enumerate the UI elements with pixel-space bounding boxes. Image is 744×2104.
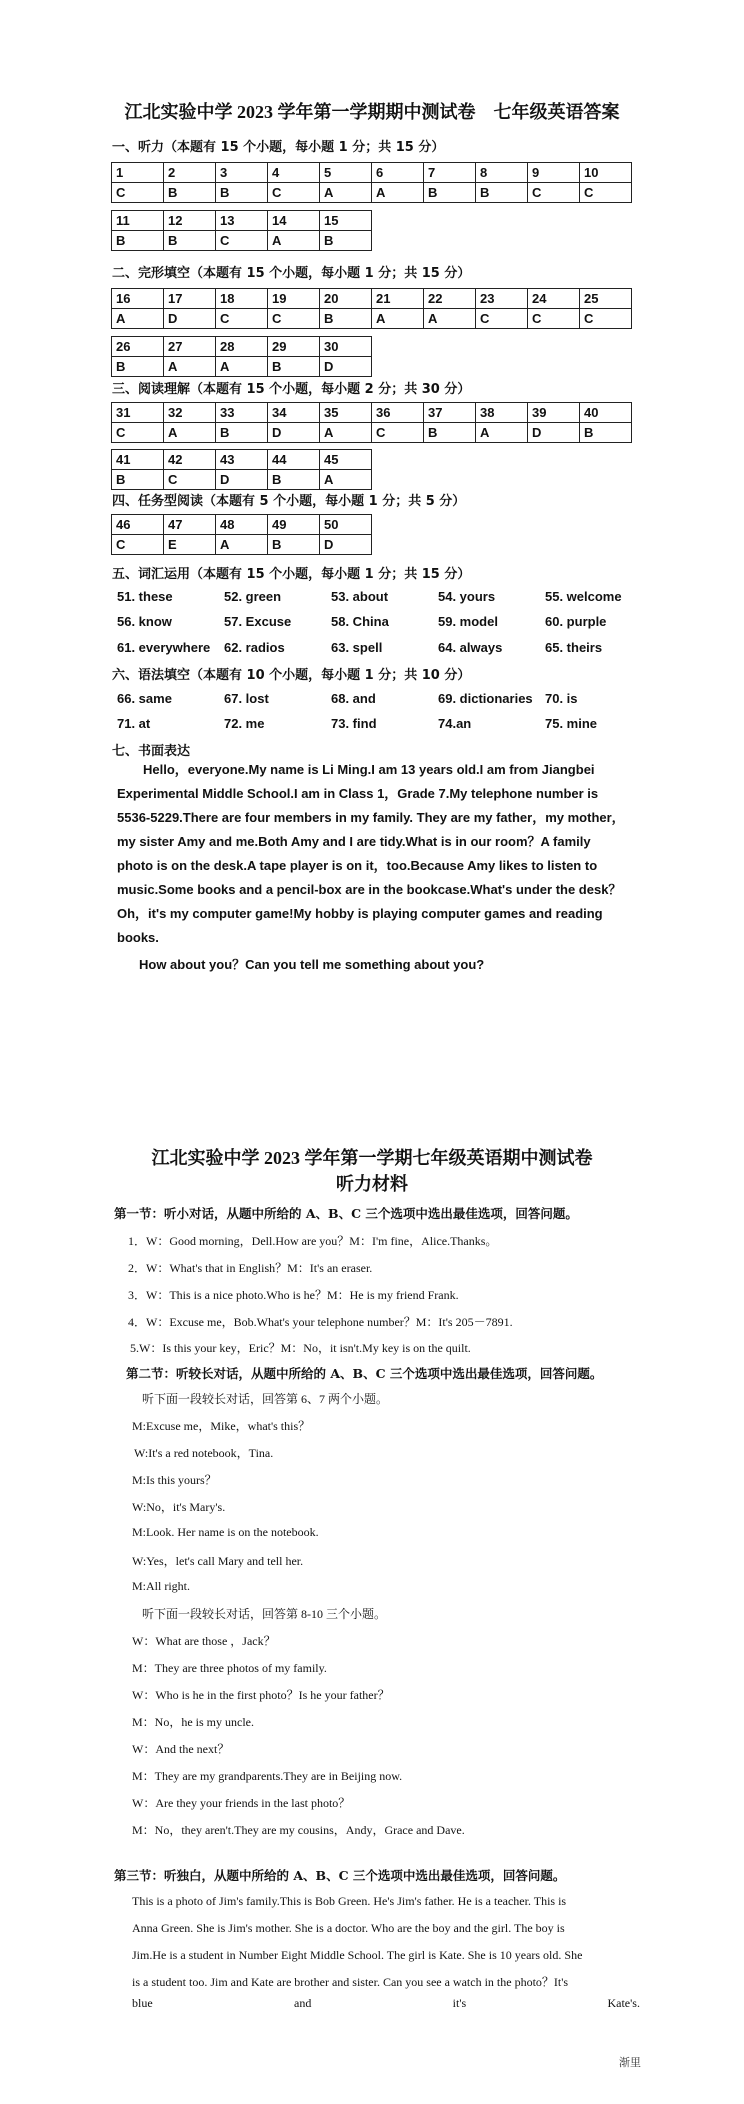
table-row bbox=[112, 423, 632, 443]
table-cell: B bbox=[216, 183, 268, 203]
table-cell: 29 bbox=[268, 337, 320, 357]
table-cell: D bbox=[164, 309, 216, 329]
table-cell: A bbox=[164, 357, 216, 377]
text-line: Jim.He is a student in Number Eight Middle School. The girl is Kate. She is 10 years old. She bbox=[132, 1948, 583, 1962]
answer-table-task-reading bbox=[111, 514, 372, 555]
answer-item: 74.an bbox=[438, 716, 472, 731]
table-cell: B bbox=[164, 183, 216, 203]
part1-heading: 第一节：听小对话，从题中所给的 A、B、C 三个选项中选出最佳选项，回答问题。 bbox=[114, 1206, 578, 1221]
list-item: M：They are my grandparents.They are in Beijing now. bbox=[132, 1769, 403, 1783]
table-cell: C bbox=[580, 309, 632, 329]
table-cell: C bbox=[216, 309, 268, 329]
table-cell: B bbox=[112, 470, 164, 490]
list-item: W:No，it's Mary's. bbox=[132, 1500, 226, 1514]
section-heading-task-reading: 四、任务型阅读（本题有 5 个小题，每小题 1 分；共 5 分） bbox=[112, 494, 466, 509]
table-cell: 15 bbox=[320, 211, 372, 231]
text-line: my sister Amy and me.Both Amy and I are tidy.What is in our room？A family bbox=[117, 834, 591, 849]
table-row bbox=[112, 337, 372, 357]
answer-item: 68. and bbox=[331, 691, 376, 706]
text-line: books. bbox=[117, 930, 159, 945]
table-cell: C bbox=[372, 423, 424, 443]
list-item: 4．W：Excuse me，Bob.What's your telephone number？M：It's 205－7891. bbox=[128, 1315, 513, 1329]
table-cell: 46 bbox=[112, 515, 164, 535]
table-cell: A bbox=[424, 309, 476, 329]
table-cell: E bbox=[164, 535, 216, 555]
footer-mark: 渐里 bbox=[619, 2057, 641, 2069]
table-cell: 27 bbox=[164, 337, 216, 357]
list-item: W:It's a red notebook，Tina. bbox=[134, 1446, 274, 1460]
table-cell: B bbox=[320, 309, 372, 329]
section-heading-cloze: 二、完形填空（本题有 15 个小题，每小题 1 分；共 15 分） bbox=[112, 266, 471, 281]
table-cell: 12 bbox=[164, 211, 216, 231]
table-cell: D bbox=[320, 535, 372, 555]
section-heading-reading: 三、阅读理解（本题有 15 个小题，每小题 2 分；共 30 分） bbox=[112, 382, 471, 397]
answer-item: 51. these bbox=[117, 589, 173, 604]
list-item: W:Yes，let's call Mary and tell her. bbox=[132, 1554, 304, 1568]
answer-item: 70. is bbox=[545, 691, 578, 706]
table-cell: B bbox=[424, 423, 476, 443]
answer-table-listening-2 bbox=[111, 210, 372, 251]
answer-table-reading bbox=[111, 402, 632, 443]
text-line: This is a photo of Jim's family.This is Bob Green. He's Jim's father. He is a teacher. This is bbox=[132, 1894, 567, 1908]
list-item: M:Is this yours？ bbox=[132, 1473, 217, 1487]
table-row bbox=[112, 289, 632, 309]
answer-item: 65. theirs bbox=[545, 640, 603, 655]
list-item: 5.W：Is this your key，Eric？M：No，it isn't.My key is on the quilt. bbox=[130, 1341, 471, 1355]
list-item: W：And the next？ bbox=[132, 1742, 230, 1756]
table-cell: 44 bbox=[268, 450, 320, 470]
table-cell: 34 bbox=[268, 403, 320, 423]
table-cell: C bbox=[580, 183, 632, 203]
table-cell: B bbox=[268, 470, 320, 490]
table-row bbox=[112, 231, 372, 251]
table-cell: B bbox=[320, 231, 372, 251]
list-item: W：What are those ，Jack？ bbox=[132, 1634, 276, 1648]
text-line: photo is on the desk.A tape player is on it，too.Because Amy likes to listen to bbox=[117, 858, 598, 873]
table-cell: C bbox=[112, 183, 164, 203]
list-item: W：Are they your friends in the last photo？ bbox=[132, 1796, 351, 1810]
answer-table-listening bbox=[111, 162, 632, 203]
table-cell: 4 bbox=[268, 163, 320, 183]
vocab-row bbox=[117, 640, 652, 655]
table-cell: 47 bbox=[164, 515, 216, 535]
table-cell: A bbox=[476, 423, 528, 443]
listening-title: 江北实验中学 2023 学年第一学期七年级英语期中测试卷 bbox=[151, 1148, 593, 1168]
table-cell: 50 bbox=[320, 515, 372, 535]
table-cell: 6 bbox=[372, 163, 424, 183]
part3-heading: 第三节：听独白，从题中所给的 A、B、C 三个选项中选出最佳选项，回答问题。 bbox=[114, 1868, 566, 1883]
essay-closing: How about you？Can you tell me something about you? bbox=[139, 957, 485, 972]
text-line: Experimental Middle School.I am in Class 1，Grade 7.My telephone number is bbox=[117, 786, 599, 801]
monologue-last-line bbox=[132, 1996, 640, 2011]
list-item: M:All right. bbox=[132, 1579, 191, 1593]
answer-key-title: 江北实验中学 2023 学年第一学期期中测试卷 七年级英语答案 bbox=[124, 102, 620, 122]
answer-item: 56. know bbox=[117, 614, 172, 629]
answer-table-cloze bbox=[111, 288, 632, 329]
text-line: Oh，it's my computer game!My hobby is playing computer games and reading bbox=[117, 906, 603, 921]
table-cell: 8 bbox=[476, 163, 528, 183]
table-cell: 22 bbox=[424, 289, 476, 309]
table-cell: 11 bbox=[112, 211, 164, 231]
table-cell: B bbox=[112, 357, 164, 377]
grammar-row bbox=[117, 691, 652, 706]
answer-item: 60. purple bbox=[545, 614, 607, 629]
answer-item: and bbox=[294, 1996, 312, 2010]
table-cell: 42 bbox=[164, 450, 216, 470]
section-heading-writing: 七、书面表达 bbox=[112, 744, 191, 759]
answer-item: 69. dictionaries bbox=[438, 691, 533, 706]
table-cell: B bbox=[476, 183, 528, 203]
list-item: 3．W：This is a nice photo.Who is he？M：He is my friend Frank. bbox=[128, 1288, 459, 1302]
table-row bbox=[112, 183, 632, 203]
table-cell: D bbox=[268, 423, 320, 443]
table-cell: 43 bbox=[216, 450, 268, 470]
table-cell: C bbox=[268, 309, 320, 329]
table-cell: 2 bbox=[164, 163, 216, 183]
part2-heading: 第二节：听较长对话，从题中所给的 A、B、C 三个选项中选出最佳选项，回答问题。 bbox=[126, 1366, 603, 1381]
table-cell: A bbox=[164, 423, 216, 443]
listening-subtitle: 听力材料 bbox=[336, 1174, 408, 1194]
text-line: 5536-5229.There are four members in my family. They are my father，my mother， bbox=[117, 810, 625, 825]
list-item: M：No，they aren't.They are my cousins，Andy，Grace and Dave. bbox=[132, 1823, 465, 1837]
table-row bbox=[112, 357, 372, 377]
answer-item: 52. green bbox=[224, 589, 282, 604]
table-cell: 39 bbox=[528, 403, 580, 423]
answer-table-reading-2 bbox=[111, 449, 372, 490]
table-cell: D bbox=[320, 357, 372, 377]
table-row bbox=[112, 309, 632, 329]
table-cell: B bbox=[112, 231, 164, 251]
answer-item: 67. lost bbox=[224, 691, 269, 706]
model-essay bbox=[117, 758, 645, 950]
table-cell: C bbox=[216, 231, 268, 251]
table-cell: 10 bbox=[580, 163, 632, 183]
table-cell: 23 bbox=[476, 289, 528, 309]
table-cell: 33 bbox=[216, 403, 268, 423]
table-cell: A bbox=[216, 357, 268, 377]
table-cell: A bbox=[112, 309, 164, 329]
table-cell: B bbox=[216, 423, 268, 443]
table-cell: A bbox=[320, 470, 372, 490]
list-item: M：No，he is my uncle. bbox=[132, 1715, 254, 1729]
table-cell: C bbox=[268, 183, 320, 203]
table-cell: A bbox=[372, 183, 424, 203]
answer-item: 58. China bbox=[331, 614, 389, 629]
table-cell: 38 bbox=[476, 403, 528, 423]
table-cell: A bbox=[320, 183, 372, 203]
table-cell: 1 bbox=[112, 163, 164, 183]
table-cell: A bbox=[320, 423, 372, 443]
table-cell: A bbox=[268, 231, 320, 251]
table-row bbox=[112, 470, 372, 490]
table-cell: 7 bbox=[424, 163, 476, 183]
table-cell: C bbox=[476, 309, 528, 329]
table-cell: A bbox=[372, 309, 424, 329]
listening-material-page bbox=[0, 1120, 744, 2104]
table-cell: 26 bbox=[112, 337, 164, 357]
list-item: W：Who is he in the first photo？Is he your father？ bbox=[132, 1688, 390, 1702]
table-cell: B bbox=[268, 535, 320, 555]
vocab-row bbox=[117, 614, 652, 629]
answer-item: 64. always bbox=[438, 640, 503, 655]
table-cell: 31 bbox=[112, 403, 164, 423]
table-cell: 48 bbox=[216, 515, 268, 535]
table-cell: 14 bbox=[268, 211, 320, 231]
answer-item: it's bbox=[452, 1996, 467, 2010]
table-row bbox=[112, 403, 632, 423]
list-item: M:Excuse me，Mike，what's this？ bbox=[132, 1419, 311, 1433]
dialog1-intro: 听下面一段较长对话，回答第 6、7 两个小题。 bbox=[142, 1392, 389, 1406]
answer-item: 55. welcome bbox=[545, 589, 622, 604]
table-cell: 35 bbox=[320, 403, 372, 423]
text-line: is a student too. Jim and Kate are brother and sister. Can you see a watch in the photo？It's bbox=[132, 1975, 569, 1989]
table-cell: C bbox=[112, 423, 164, 443]
list-item: M：They are three photos of my family. bbox=[132, 1661, 327, 1675]
table-cell: 40 bbox=[580, 403, 632, 423]
table-cell: 30 bbox=[320, 337, 372, 357]
section-heading-vocab: 五、词汇运用（本题有 15 个小题，每小题 1 分；共 15 分） bbox=[112, 567, 471, 582]
table-cell: D bbox=[528, 423, 580, 443]
table-cell: 9 bbox=[528, 163, 580, 183]
table-cell: 3 bbox=[216, 163, 268, 183]
table-cell: 36 bbox=[372, 403, 424, 423]
table-cell: 49 bbox=[268, 515, 320, 535]
table-cell: C bbox=[528, 309, 580, 329]
table-row bbox=[112, 535, 372, 555]
list-item: 2．W：What's that in English？M：It's an eraser. bbox=[128, 1261, 373, 1275]
table-cell: B bbox=[268, 357, 320, 377]
answer-item: 57. Excuse bbox=[224, 614, 292, 629]
text-line: Anna Green. She is Jim's mother. She is a doctor. Who are the boy and the girl. The boy is bbox=[132, 1921, 565, 1935]
table-cell: 37 bbox=[424, 403, 476, 423]
table-cell: 16 bbox=[112, 289, 164, 309]
section-heading-listening: 一、听力（本题有 15 个小题，每小题 1 分；共 15 分） bbox=[112, 140, 445, 155]
table-cell: 19 bbox=[268, 289, 320, 309]
vocab-row bbox=[117, 589, 652, 604]
table-cell: 21 bbox=[372, 289, 424, 309]
answer-item: 75. mine bbox=[545, 716, 598, 731]
table-cell: 5 bbox=[320, 163, 372, 183]
table-cell: B bbox=[580, 423, 632, 443]
table-cell: 41 bbox=[112, 450, 164, 470]
answer-item: 72. me bbox=[224, 716, 265, 731]
section-heading-grammar: 六、语法填空（本题有 10 个小题，每小题 1 分；共 10 分） bbox=[112, 668, 471, 683]
table-cell: 13 bbox=[216, 211, 268, 231]
answer-item: Kate's. bbox=[607, 1996, 640, 2010]
table-row bbox=[112, 211, 372, 231]
text-line: Hello，everyone.My name is Li Ming.I am 13 years old.I am from Jiangbei bbox=[117, 762, 595, 777]
table-cell: 20 bbox=[320, 289, 372, 309]
answer-item: blue bbox=[132, 1996, 153, 2010]
answer-item: 62. radios bbox=[224, 640, 285, 655]
answer-table-cloze-2 bbox=[111, 336, 372, 377]
table-cell: 45 bbox=[320, 450, 372, 470]
table-row bbox=[112, 163, 632, 183]
table-cell: C bbox=[528, 183, 580, 203]
dialog2-intro: 听下面一段较长对话，回答第 8-10 三个小题。 bbox=[142, 1607, 386, 1621]
table-cell: C bbox=[112, 535, 164, 555]
answer-item: 71. at bbox=[117, 716, 151, 731]
answer-item: 54. yours bbox=[438, 589, 496, 604]
list-item: 1．W：Good morning，Dell.How are you？M：I'm fine，Alice.Thanks。 bbox=[128, 1234, 498, 1248]
answer-item: 66. same bbox=[117, 691, 172, 706]
monologue bbox=[132, 1888, 640, 1996]
table-cell: B bbox=[424, 183, 476, 203]
answer-item: 53. about bbox=[331, 589, 389, 604]
table-cell: 17 bbox=[164, 289, 216, 309]
answer-item: 61. everywhere bbox=[117, 640, 211, 655]
table-cell: 32 bbox=[164, 403, 216, 423]
answer-item: 63. spell bbox=[331, 640, 383, 655]
table-row bbox=[112, 450, 372, 470]
table-cell: C bbox=[164, 470, 216, 490]
table-cell: 28 bbox=[216, 337, 268, 357]
list-item: M:Look. Her name is on the notebook. bbox=[132, 1525, 319, 1539]
text-line: music.Some books and a pencil-box are in the bookcase.What's under the desk？ bbox=[117, 882, 622, 897]
table-row bbox=[112, 515, 372, 535]
table-cell: 24 bbox=[528, 289, 580, 309]
answer-item: 59. model bbox=[438, 614, 498, 629]
table-cell: A bbox=[216, 535, 268, 555]
grammar-row bbox=[117, 716, 652, 731]
table-cell: D bbox=[216, 470, 268, 490]
answer-item: 73. find bbox=[331, 716, 377, 731]
table-cell: 18 bbox=[216, 289, 268, 309]
table-cell: B bbox=[164, 231, 216, 251]
table-cell: 25 bbox=[580, 289, 632, 309]
